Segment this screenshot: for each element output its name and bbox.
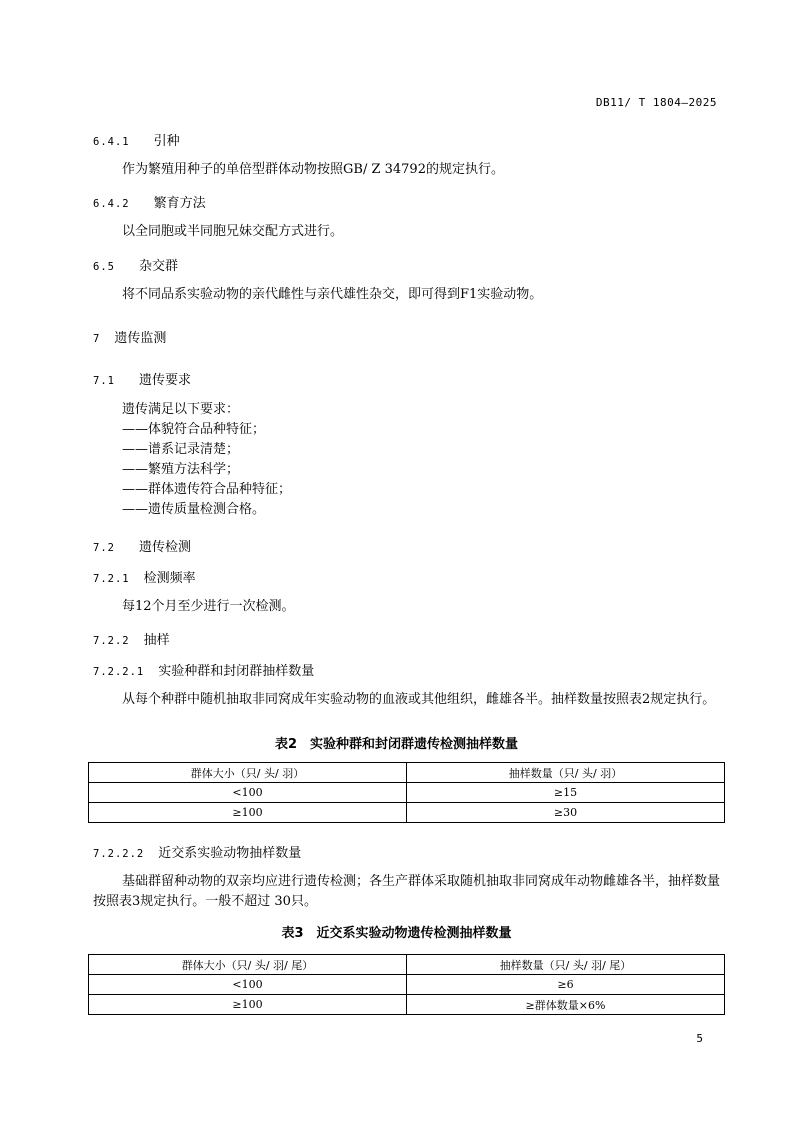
document-code: DB11/ T 1804—2025 xyxy=(595,96,717,109)
column-header: 群体大小（只/ 头/ 羽/ 尾） xyxy=(89,955,407,975)
section-title: 繁育方法 xyxy=(153,196,206,211)
section-number: 7.2.2.1 xyxy=(93,666,145,678)
section-7-2-2-2-heading xyxy=(93,842,301,861)
list-item: ——遗传质量检测合格。 xyxy=(122,502,266,517)
table-row xyxy=(89,995,725,1015)
section-7-2-2-heading xyxy=(93,629,170,648)
list-item: ——体貌符合品种特征； xyxy=(122,422,266,437)
section-number: 6.5 xyxy=(93,261,115,273)
section-title: 抽样 xyxy=(143,633,170,648)
section-title: 遗传检测 xyxy=(138,540,191,555)
column-header: 群体大小（只/ 头/ 羽） xyxy=(89,763,407,783)
section-6-4-2-text: 以全同胞或半同胞兄妹交配方式进行。 xyxy=(122,224,344,239)
section-number: 7.1 xyxy=(93,375,115,387)
section-6-5-text: 将不同品系实验动物的亲代雌性与亲代雄性杂交，即可得到F1实验动物。 xyxy=(122,287,543,302)
table-cell: <100 xyxy=(89,783,407,803)
column-header: 抽样数量（只/ 头/ 羽） xyxy=(407,763,725,783)
section-6-4-1-heading xyxy=(93,130,180,149)
table-cell: ≥30 xyxy=(407,803,725,823)
list-item: ——谱系记录清楚； xyxy=(122,442,240,457)
section-number: 7.2.2 xyxy=(93,635,130,647)
table-row xyxy=(89,803,725,823)
section-7-2-2-1-text: 从每个种群中随机抽取非同窝成年实验动物的血液或其他组织，雌雄各半。抽样数量按照表2规定执行。 xyxy=(122,692,716,707)
section-title: 遗传监测 xyxy=(114,331,167,346)
section-number: 7.2 xyxy=(93,542,115,554)
table-3 xyxy=(88,954,725,1015)
table-header-row xyxy=(89,955,725,975)
section-6-5-heading xyxy=(93,255,178,274)
section-number: 7 xyxy=(93,333,101,345)
section-7-2-2-2-text: 基础群留种动物的双亲均应进行遗传检测；各生产群体采取随机抽取非同窝成年动物雌雄各半，抽样数量按照表3规定执行。一般不超过 30只。 xyxy=(93,874,721,909)
section-7-heading xyxy=(93,327,166,346)
table-row xyxy=(89,783,725,803)
section-7-2-heading xyxy=(93,536,191,555)
page-number: 5 xyxy=(696,1032,703,1045)
table-cell: ≥群体数量×6% xyxy=(407,995,725,1015)
section-title: 检测频率 xyxy=(143,571,196,586)
section-7-2-2-1-heading xyxy=(93,660,314,679)
section-title: 遗传要求 xyxy=(138,373,191,388)
section-number: 7.2.2.2 xyxy=(93,848,145,860)
column-header: 抽样数量（只/ 头/ 羽/ 尾） xyxy=(407,955,725,975)
list-item: ——群体遗传符合品种特征； xyxy=(122,482,292,497)
table-2-caption: 表2 实验种群和封闭群遗传检测抽样数量 xyxy=(274,737,519,752)
table-cell: ≥100 xyxy=(89,995,407,1015)
section-title: 实验种群和封闭群抽样数量 xyxy=(158,664,315,679)
section-number: 6.4.2 xyxy=(93,198,130,210)
table-row xyxy=(89,975,725,995)
section-7-2-1-text: 每12个月至少进行一次检测。 xyxy=(122,599,295,614)
section-number: 6.4.1 xyxy=(93,136,130,148)
section-number: 7.2.1 xyxy=(93,573,130,585)
requirement-list xyxy=(122,420,291,520)
table-2 xyxy=(88,762,725,823)
section-7-2-1-heading xyxy=(93,567,196,586)
section-6-4-2-heading xyxy=(93,192,206,211)
table-3-caption: 表3 近交系实验动物遗传检测抽样数量 xyxy=(281,926,512,941)
table-cell: <100 xyxy=(89,975,407,995)
section-7-1-heading xyxy=(93,369,191,388)
section-title: 杂交群 xyxy=(138,259,178,274)
section-title: 引种 xyxy=(153,134,180,149)
table-cell: ≥15 xyxy=(407,783,725,803)
table-cell: ≥100 xyxy=(89,803,407,823)
list-item: ——繁殖方法科学； xyxy=(122,462,240,477)
section-title: 近交系实验动物抽样数量 xyxy=(158,846,302,861)
table-cell: ≥6 xyxy=(407,975,725,995)
table-header-row xyxy=(89,763,725,783)
section-7-1-intro: 遗传满足以下要求： xyxy=(122,402,240,417)
section-6-4-1-text: 作为繁殖用种子的单倍型群体动物按照GB/ Z 34792的规定执行。 xyxy=(122,162,504,177)
